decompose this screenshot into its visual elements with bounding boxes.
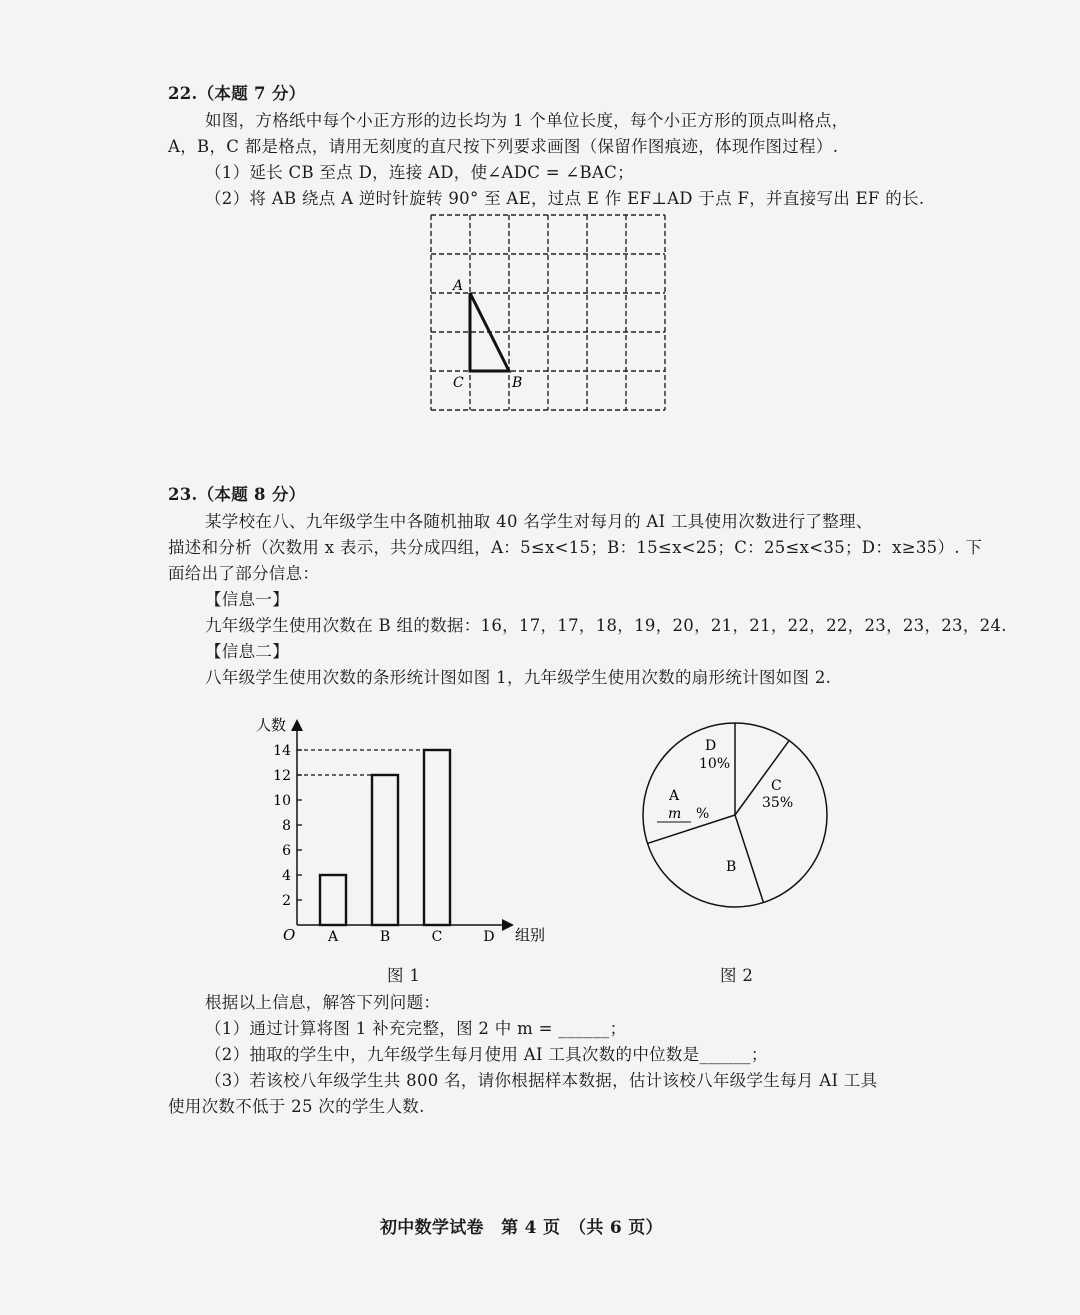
y-tick-label: 6 bbox=[282, 843, 291, 859]
x-axis-label: 组别 bbox=[515, 926, 546, 944]
q23-subquestion-3b: 使用次数不低于 25 次的学生人数. bbox=[168, 1097, 425, 1116]
pie-label-d: D bbox=[705, 738, 717, 754]
q22-title: 22.（本题 7 分） bbox=[168, 84, 306, 103]
x-category-label: A bbox=[327, 929, 339, 945]
info2-text: 八年级学生使用次数的条形统计图如图 1，九年级学生使用次数的扇形统计图如图 2. bbox=[205, 668, 832, 687]
q22-subquestion-2: （2）将 AB 绕点 A 逆时针旋转 90° 至 AE，过点 E 作 EF⊥AD 于点 F，并直接写出 EF 的长. bbox=[205, 189, 925, 208]
y-tick-label: 12 bbox=[273, 768, 291, 784]
q23-paragraph-3: 面给出了部分信息： bbox=[168, 564, 320, 583]
figure-1-caption: 图 1 bbox=[387, 966, 421, 985]
q23-title: 23.（本题 8 分） bbox=[168, 485, 306, 504]
q23-subquestion-2: （2）抽取的学生中，九年级学生每月使用 AI 工具次数的中位数是______； bbox=[205, 1045, 768, 1064]
questions-intro: 根据以上信息，解答下列问题： bbox=[205, 993, 441, 1012]
label-a: A bbox=[453, 278, 464, 294]
y-tick-label: 10 bbox=[273, 793, 291, 809]
pie-label-a: A bbox=[669, 788, 680, 804]
pie-label-d-percent: 10% bbox=[699, 756, 731, 772]
q23-subquestion-1: （1）通过计算将图 1 补充完整，图 2 中 m = ______； bbox=[205, 1019, 627, 1038]
q22-subquestion-1: （1）延长 CB 至点 D，连接 AD，使∠ADC = ∠BAC； bbox=[205, 163, 634, 182]
info1-text: 九年级学生使用次数在 B 组的数据：16，17，17，18，19，20，21，21，22，22，23，23，23，24. bbox=[205, 616, 1007, 635]
pie-slice-divider bbox=[735, 815, 763, 902]
label-c: C bbox=[453, 375, 464, 391]
label-b: B bbox=[512, 375, 523, 391]
origin-label: O bbox=[283, 926, 296, 944]
info1-label: 【信息一】 bbox=[205, 590, 289, 609]
q22-paragraph-1: 如图，方格纸中每个小正方形的边长均为 1 个单位长度，每个小正方形的顶点叫格点， bbox=[205, 111, 849, 130]
q23-paragraph-2: 描述和分析（次数用 x 表示，共分成四组，A：5≤x<15；B：15≤x<25；C：25≤x<35；D：x≥35）. 下 bbox=[168, 538, 983, 557]
pie-label-b: B bbox=[726, 859, 737, 875]
pie-slice-divider bbox=[648, 815, 735, 843]
q23-subquestion-3a: （3）若该校八年级学生共 800 名，请你根据样本数据，估计该校八年级学生每月 AI 工具 bbox=[205, 1071, 878, 1090]
pie-label-a-percent: % bbox=[696, 806, 710, 822]
pie-label-c: C bbox=[771, 778, 782, 794]
x-category-label: C bbox=[431, 929, 443, 945]
pie-label-a-m: m bbox=[668, 806, 682, 822]
q22-paragraph-2: A，B，C 都是格点，请用无刻度的直尺按下列要求画图（保留作图痕迹，体现作图过程）. bbox=[168, 137, 839, 156]
y-axis-label: 人数 bbox=[256, 716, 287, 734]
y-tick-label: 14 bbox=[273, 743, 291, 759]
x-category-label: D bbox=[483, 929, 495, 945]
q23-paragraph-1: 某学校在八、九年级学生中各随机抽取 40 名学生对每月的 AI 工具使用次数进行了整理、 bbox=[205, 512, 873, 531]
figure-2-caption: 图 2 bbox=[720, 966, 754, 985]
x-category-label: B bbox=[379, 929, 391, 945]
y-tick-label: 8 bbox=[282, 818, 291, 834]
pie-label-c-percent: 35% bbox=[762, 795, 794, 811]
y-tick-label: 4 bbox=[282, 868, 291, 884]
page-footer: 初中数学试卷 第 4 页 （共 6 页） bbox=[380, 1218, 663, 1238]
info2-label: 【信息二】 bbox=[205, 642, 289, 661]
y-tick-label: 2 bbox=[282, 893, 291, 909]
